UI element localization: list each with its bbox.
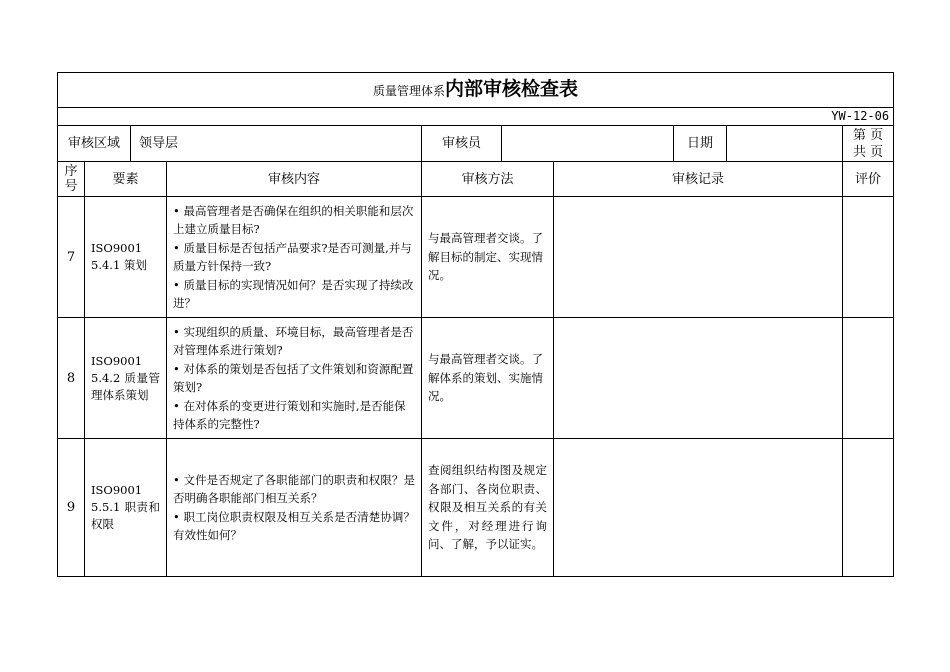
date-value[interactable] — [727, 126, 843, 162]
page-total-label: 共 页 — [852, 144, 884, 160]
audit-checklist-table — [57, 72, 894, 577]
row-number: 9 — [58, 439, 85, 577]
header-element: 要素 — [85, 162, 167, 197]
content-item: • 质量目标的实现情况如何？是否实现了持续改进？ — [173, 277, 414, 310]
content-cell — [167, 318, 422, 439]
record-cell[interactable] — [554, 318, 843, 439]
content-item: • 在对体系的变更进行策划和实施时,是否能保持体系的完整性? — [173, 398, 406, 431]
date-label: 日期 — [674, 126, 727, 162]
auditor-label: 审核员 — [422, 126, 502, 162]
method-cell: 查阅组织结构图及规定各部门、各岗位职责、权限及相互关系的有关文件，对经理进行询问、了解，予以证实。 — [422, 439, 554, 577]
element-clause: 5.5.1 职责和权限 — [91, 500, 160, 531]
doc-code: YW-12-06 — [58, 108, 894, 126]
content-item: • 实现组织的质量、环境目标，最高管理者是否对管理体系进行策划? — [173, 324, 414, 357]
content-cell — [167, 197, 422, 318]
table-row — [58, 197, 894, 318]
info-row — [58, 126, 894, 162]
element-clause: 5.4.1 策划 — [91, 258, 147, 272]
content-item: • 文件是否规定了各职能部门的职责和权限？是否明确各职能部门相互关系？ — [173, 472, 415, 505]
area-value[interactable]: 领导层 — [131, 126, 422, 162]
header-seq-line2: 号 — [64, 179, 78, 194]
table-row — [58, 439, 894, 577]
element-standard: ISO9001 — [91, 241, 143, 255]
header-evaluation: 评价 — [843, 162, 894, 197]
title-row — [58, 73, 894, 108]
content-item: • 对体系的策划是否包括了文件策划和资源配置策划? — [173, 361, 414, 394]
record-cell[interactable] — [554, 197, 843, 318]
element-cell — [85, 439, 167, 577]
title-main: 内部审核检查表 — [445, 77, 579, 100]
row-number: 8 — [58, 318, 85, 439]
element-standard: ISO9001 — [91, 483, 143, 497]
page-number-label: 第 页 — [852, 127, 884, 143]
element-cell — [85, 318, 167, 439]
record-cell[interactable] — [554, 439, 843, 577]
evaluation-cell[interactable] — [843, 318, 894, 439]
row-number: 7 — [58, 197, 85, 318]
content-cell — [167, 439, 422, 577]
audit-checklist-sheet — [57, 72, 893, 577]
header-row — [58, 162, 894, 197]
content-item: • 最高管理者是否确保在组织的相关职能和层次上建立质量目标? — [173, 203, 414, 236]
doc-code-row — [58, 108, 894, 126]
header-content: 审核内容 — [167, 162, 422, 197]
header-seq — [58, 162, 85, 197]
header-seq-line1: 序 — [64, 164, 78, 179]
page-count-cell — [843, 126, 894, 162]
header-method: 审核方法 — [422, 162, 554, 197]
content-item: • 质量目标是否包括产品要求?是否可测量,并与质量方针保持一致? — [173, 240, 412, 273]
content-item: • 职工岗位职责权限及相互关系是否清楚协调？有效性如何？ — [173, 509, 415, 542]
element-clause: 5.4.2 质量管理体系策划 — [91, 370, 160, 402]
title-prefix: 质量管理体系 — [373, 83, 446, 98]
method-cell: 与最高管理者交谈。了解目标的制定、实现情况。 — [422, 197, 554, 318]
evaluation-cell[interactable] — [843, 197, 894, 318]
method-cell: 与最高管理者交谈。了解体系的策划、实施情况。 — [422, 318, 554, 439]
title-cell — [58, 73, 894, 108]
element-standard: ISO9001 — [91, 353, 143, 368]
table-row — [58, 318, 894, 439]
area-label: 审核区域 — [58, 126, 131, 162]
element-cell — [85, 197, 167, 318]
header-record: 审核记录 — [554, 162, 843, 197]
auditor-value[interactable] — [502, 126, 674, 162]
evaluation-cell[interactable] — [843, 439, 894, 577]
